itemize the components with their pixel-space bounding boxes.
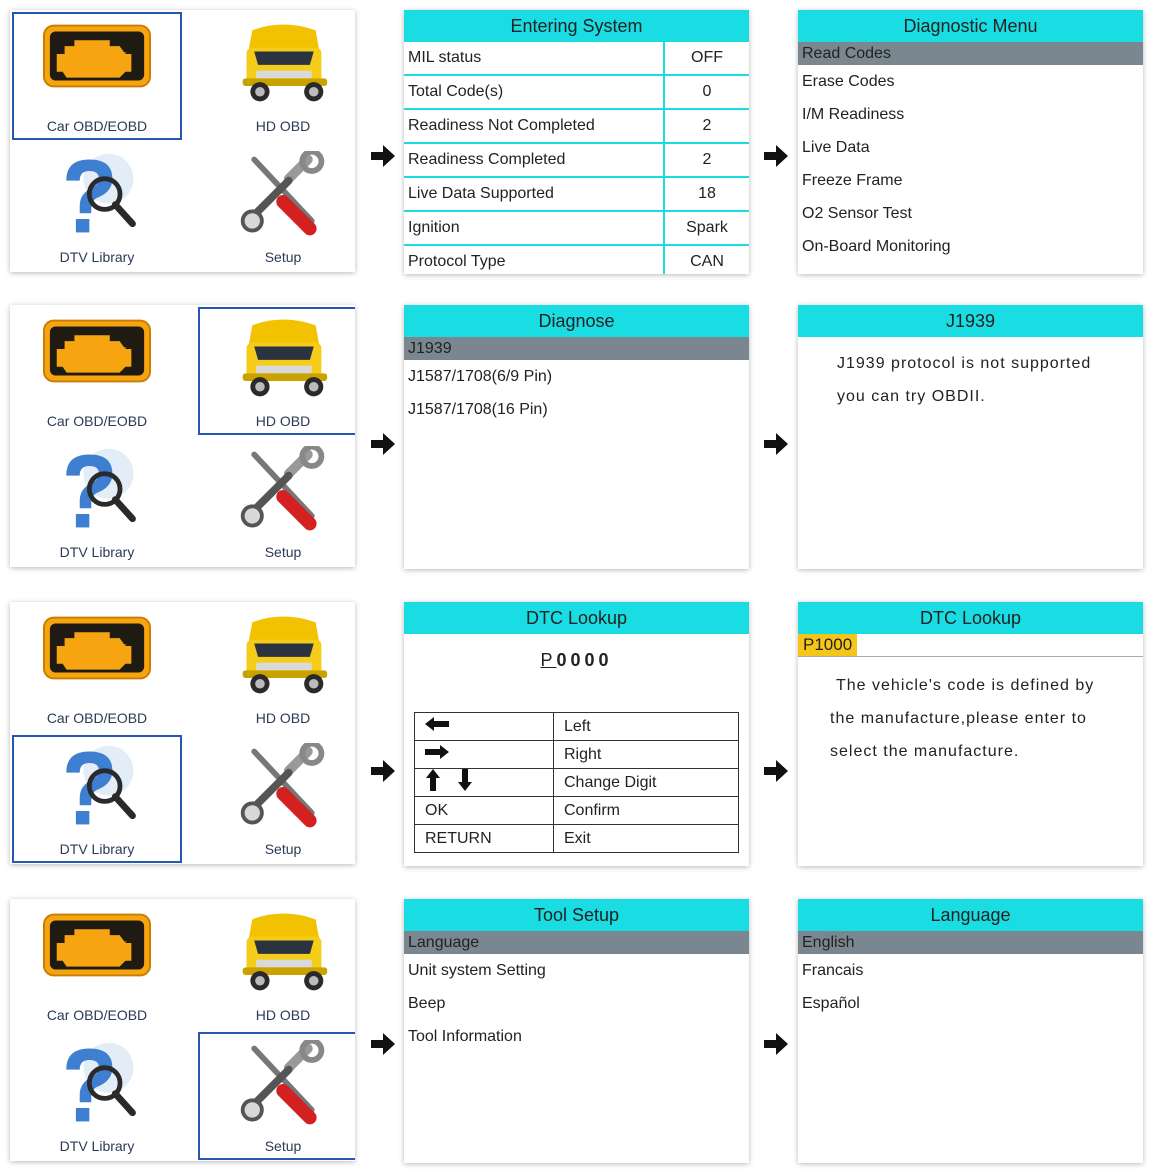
flow-arrow-icon xyxy=(764,1033,788,1055)
diagnose-screen xyxy=(404,305,749,569)
dtv-library-tile[interactable] xyxy=(12,438,182,566)
car-obd-label: Car OBD/EOBD xyxy=(46,710,148,726)
truck-icon xyxy=(235,18,331,106)
menu-item-live-data[interactable]: Live Data xyxy=(802,139,870,156)
car-obd-label: Car OBD/EOBD xyxy=(46,413,148,429)
car-obd-tile[interactable] xyxy=(12,12,182,140)
row-label: Total Code(s) xyxy=(404,75,664,109)
screen-title: Language xyxy=(798,899,1143,931)
car-obd-tile[interactable] xyxy=(12,307,182,435)
hd-obd-label: HD OBD xyxy=(255,118,311,134)
key-cell: RETURN xyxy=(415,825,554,853)
svg-text:CHECK: CHECK xyxy=(66,938,128,957)
table-row xyxy=(404,177,749,211)
menu-item-tool-information[interactable]: Tool Information xyxy=(408,1028,522,1045)
row-value: OFF xyxy=(664,42,749,75)
dtv-library-label: DTV Library xyxy=(59,841,135,857)
message-line: The vehicle's code is defined by xyxy=(836,677,1095,694)
flow-arrow-icon xyxy=(764,145,788,167)
action-cell: Left xyxy=(554,713,739,741)
menu-item-erase-codes[interactable]: Erase Codes xyxy=(802,73,895,90)
menu-item-im-readiness[interactable]: I/M Readiness xyxy=(802,106,905,123)
action-cell: Right xyxy=(554,741,739,769)
key-cell xyxy=(415,741,554,769)
key-help-table xyxy=(414,712,739,853)
key-cell xyxy=(415,769,554,797)
flow-arrow-icon xyxy=(764,433,788,455)
menu-item-on-board-monitoring[interactable]: On-Board Monitoring xyxy=(802,238,951,255)
car-obd-tile[interactable] xyxy=(12,604,182,732)
table-row xyxy=(415,769,739,797)
left-arrow-icon xyxy=(425,717,449,731)
dtc-code-digits: 0000 xyxy=(556,650,613,670)
dtc-lookup-result-screen xyxy=(798,602,1143,866)
row-value: Spark xyxy=(664,211,749,245)
question-magnifier-icon xyxy=(49,1040,145,1128)
up-down-arrows-icon xyxy=(425,769,475,791)
message-text xyxy=(798,337,1143,413)
dtc-code-badge: P1000 xyxy=(798,634,857,656)
menu-item-unit-system[interactable]: Unit system Setting xyxy=(408,962,546,979)
truck-icon xyxy=(235,907,331,995)
car-obd-label: Car OBD/EOBD xyxy=(46,118,148,134)
hd-obd-label: HD OBD xyxy=(255,1007,311,1023)
row-label: Live Data Supported xyxy=(404,177,664,211)
flow-arrow-icon xyxy=(371,760,395,782)
diagnostic-menu-screen xyxy=(798,10,1143,274)
hd-obd-tile[interactable] xyxy=(198,307,355,435)
row-label: Readiness Not Completed xyxy=(404,109,664,143)
setup-tile[interactable] xyxy=(198,143,355,271)
message-line: J1939 protocol is not supported xyxy=(837,355,1092,372)
message-line: select the manufacture. xyxy=(830,743,1020,760)
table-row xyxy=(404,109,749,143)
table-row xyxy=(404,42,749,75)
dtv-library-tile[interactable] xyxy=(12,143,182,271)
hd-obd-tile[interactable] xyxy=(198,604,355,732)
hd-obd-tile[interactable] xyxy=(198,12,355,140)
table-row xyxy=(415,797,739,825)
hd-obd-label: HD OBD xyxy=(255,413,311,429)
hd-obd-label: HD OBD xyxy=(255,710,311,726)
dtv-library-label: DTV Library xyxy=(59,249,135,265)
dtc-code-input[interactable] xyxy=(404,650,749,671)
menu-item-j1587-6-9-pin[interactable]: J1587/1708(6/9 Pin) xyxy=(408,368,553,385)
main-menu-panel-3 xyxy=(10,602,355,864)
row-value: 2 xyxy=(664,143,749,177)
table-row xyxy=(415,825,739,853)
hd-obd-tile[interactable] xyxy=(198,901,355,1029)
setup-label: Setup xyxy=(264,841,302,857)
flow-arrow-icon xyxy=(764,760,788,782)
message-line: the manufacture,please enter to xyxy=(830,710,1087,727)
screen-title: J1939 xyxy=(798,305,1143,337)
check-engine-icon xyxy=(43,913,151,977)
setup-label: Setup xyxy=(264,1138,302,1154)
row-value: 0 xyxy=(664,75,749,109)
menu-item-francais[interactable]: Francais xyxy=(802,962,864,979)
setup-tile[interactable] xyxy=(198,1032,355,1160)
tool-setup-screen xyxy=(404,899,749,1163)
screen-title: Diagnostic Menu xyxy=(798,10,1143,42)
flow-arrow-icon xyxy=(371,145,395,167)
truck-icon xyxy=(235,610,331,698)
car-obd-label: Car OBD/EOBD xyxy=(46,1007,148,1023)
key-cell: OK xyxy=(415,797,554,825)
question-magnifier-icon xyxy=(49,151,145,239)
row-value: 18 xyxy=(664,177,749,211)
svg-text:CHECK: CHECK xyxy=(66,641,128,660)
screen-title: DTC Lookup xyxy=(404,602,749,634)
row-label: MIL status xyxy=(404,42,664,75)
main-menu-panel-1 xyxy=(10,10,355,272)
right-arrow-icon xyxy=(425,745,449,759)
check-engine-icon xyxy=(43,616,151,680)
screen-title: Entering System xyxy=(404,10,749,42)
action-cell: Change Digit xyxy=(554,769,739,797)
message-line: you can try OBDII. xyxy=(837,388,986,405)
row-value: CAN xyxy=(664,245,749,274)
setup-label: Setup xyxy=(264,544,302,560)
flow-arrow-icon xyxy=(371,1033,395,1055)
dtv-library-tile[interactable] xyxy=(12,735,182,863)
menu-item-freeze-frame[interactable]: Freeze Frame xyxy=(802,172,903,189)
dtc-code-cursor: P xyxy=(540,650,557,670)
flow-arrow-icon xyxy=(371,433,395,455)
table-row xyxy=(415,741,739,769)
message-text xyxy=(798,657,1143,768)
truck-icon xyxy=(235,313,331,401)
question-magnifier-icon xyxy=(49,446,145,534)
row-label: Protocol Type xyxy=(408,253,506,270)
j1939-screen xyxy=(798,305,1143,569)
screen-title: DTC Lookup xyxy=(798,602,1143,634)
car-obd-tile[interactable] xyxy=(12,901,182,1029)
action-cell: Exit xyxy=(554,825,739,853)
menu-item-espanol[interactable]: Español xyxy=(802,995,860,1012)
action-cell: Confirm xyxy=(554,797,739,825)
menu-item-o2-sensor-test[interactable]: O2 Sensor Test xyxy=(802,205,912,222)
menu-item-beep[interactable]: Beep xyxy=(408,995,446,1012)
row-label: Ignition xyxy=(404,211,664,245)
key-cell xyxy=(415,713,554,741)
screen-title: Diagnose xyxy=(404,305,749,337)
dtv-library-tile[interactable] xyxy=(12,1032,182,1160)
setup-tile[interactable] xyxy=(198,735,355,863)
tools-icon xyxy=(235,1040,331,1128)
table-row xyxy=(404,75,749,109)
tools-icon xyxy=(235,446,331,534)
main-menu-panel-2 xyxy=(10,305,355,567)
check-engine-icon xyxy=(43,24,151,88)
menu-item-j1587-16-pin[interactable]: J1587/1708(16 Pin) xyxy=(408,401,548,418)
dtc-lookup-input-screen xyxy=(404,602,749,866)
check-engine-icon xyxy=(43,319,151,383)
table-row xyxy=(404,211,749,245)
menu-item-english[interactable]: English xyxy=(798,931,1143,954)
svg-text:CHECK: CHECK xyxy=(66,344,128,363)
screen-title: Tool Setup xyxy=(404,899,749,931)
setup-label: Setup xyxy=(264,249,302,265)
dtv-library-label: DTV Library xyxy=(59,1138,135,1154)
main-menu-panel-4 xyxy=(10,899,355,1161)
table-row xyxy=(404,245,749,274)
row-value: 2 xyxy=(664,109,749,143)
code-bar xyxy=(798,634,1143,657)
language-screen xyxy=(798,899,1143,1163)
dtv-library-label: DTV Library xyxy=(59,544,135,560)
question-magnifier-icon xyxy=(49,743,145,831)
tools-icon xyxy=(235,743,331,831)
table-row xyxy=(404,143,749,177)
menu-item-j1939[interactable]: J1939 xyxy=(404,337,749,360)
svg-text:CHECK: CHECK xyxy=(66,49,128,68)
entering-system-screen xyxy=(404,10,749,274)
table-row xyxy=(415,713,739,741)
tools-icon xyxy=(235,151,331,239)
menu-item-language[interactable]: Language xyxy=(404,931,749,954)
system-status-table xyxy=(404,42,749,274)
menu-item-read-codes[interactable]: Read Codes xyxy=(798,42,1143,65)
row-label: Readiness Completed xyxy=(404,143,664,177)
setup-tile[interactable] xyxy=(198,438,355,566)
